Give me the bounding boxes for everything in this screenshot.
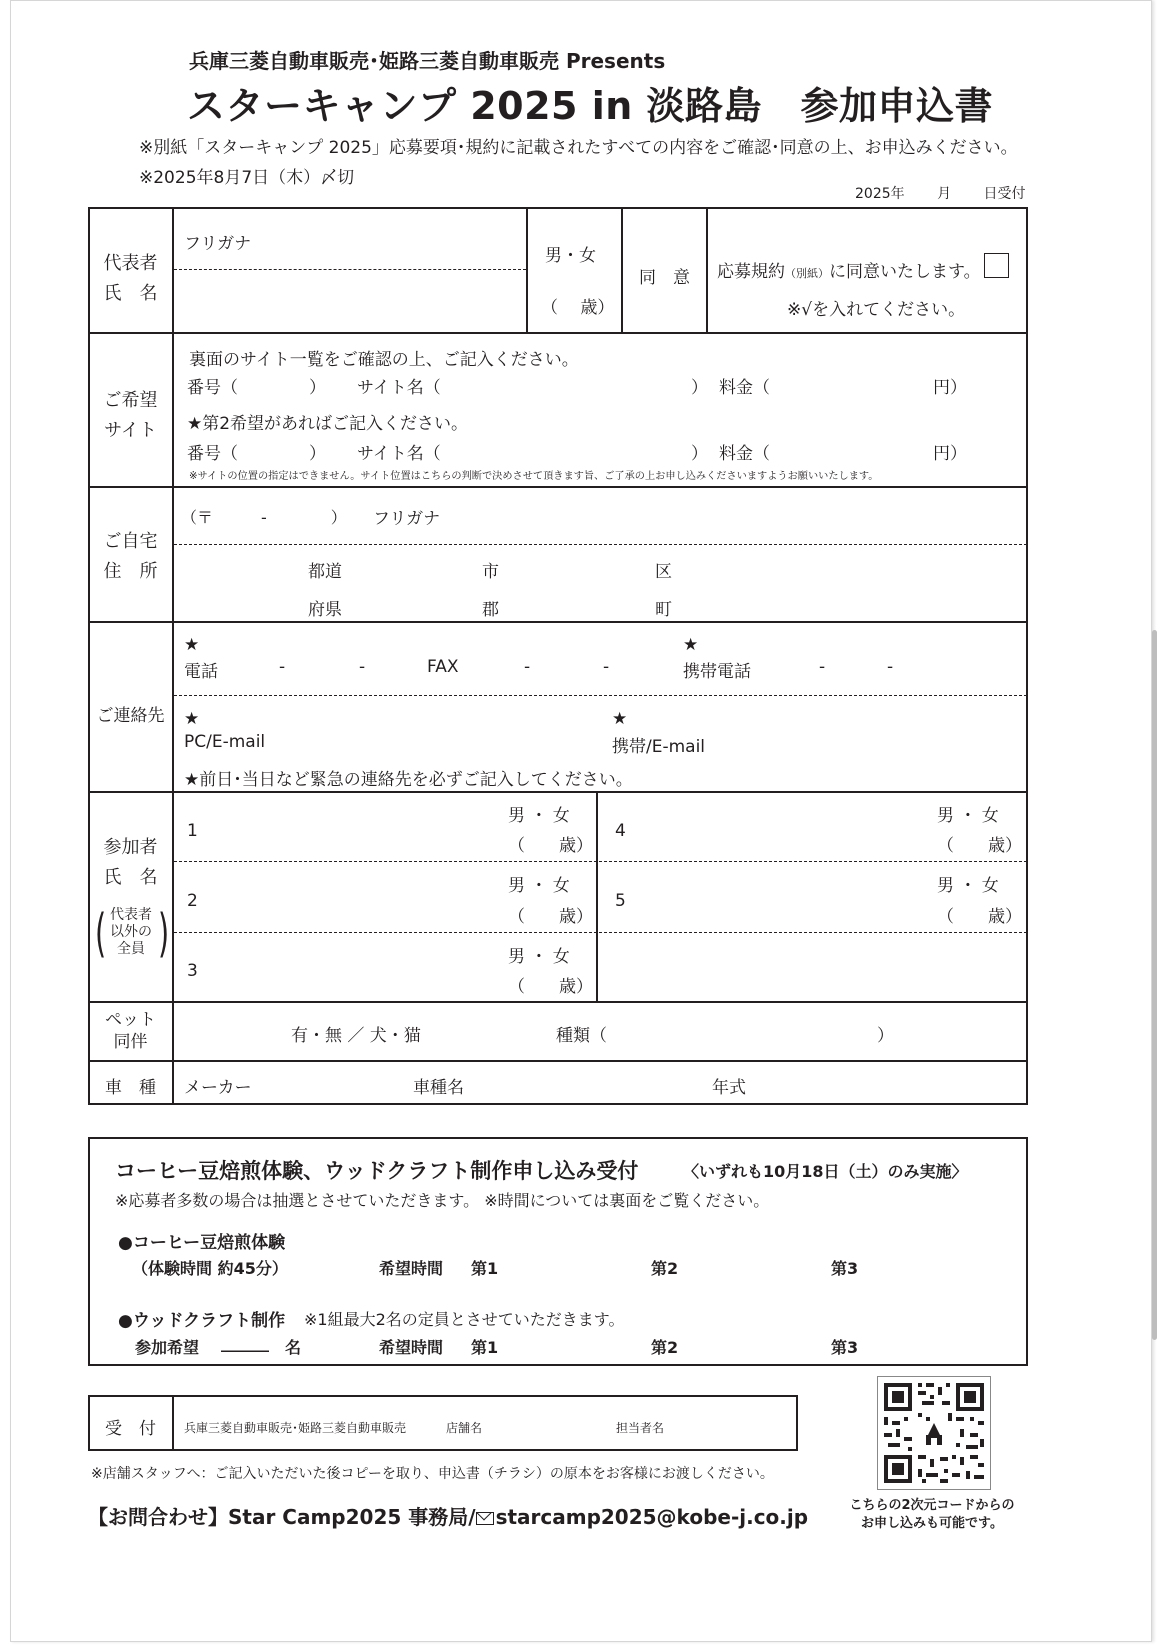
participant-1-age[interactable]: （ 歳） bbox=[508, 836, 593, 856]
experience-title: コーヒー豆焙煎体験、ウッドクラフト制作申し込み受付 bbox=[115, 1159, 639, 1183]
phone-hyphen-1: - bbox=[279, 657, 286, 677]
sublabel-open-paren: ( bbox=[95, 904, 107, 964]
representative-label: 代表者 氏 名 bbox=[103, 253, 158, 304]
address-label: ご自宅 住 所 bbox=[103, 531, 158, 582]
reception-company: 兵庫三菱自動車販売･姫路三菱自動車販売 bbox=[184, 1421, 407, 1435]
application-form-sheet bbox=[10, 0, 1152, 1642]
coffee-choice-3[interactable]: 第3 bbox=[831, 1259, 859, 1278]
participant-3-gender[interactable]: 男 ・ 女 bbox=[508, 947, 570, 967]
car-year-label: 年式 bbox=[712, 1078, 746, 1098]
coffee-choice-1[interactable]: 第1 bbox=[471, 1259, 499, 1278]
emergency-contact-note: ★前日･当日など緊急の連絡先を必ずご記入してください。 bbox=[184, 770, 633, 790]
qr-note: こちらの2次元コードからの お申し込みも可能です。 bbox=[849, 1498, 1015, 1531]
postal-code-field[interactable]: （〒 - ） bbox=[181, 508, 347, 527]
participant-divider-2 bbox=[174, 932, 1027, 933]
fax-hyphen-1: - bbox=[524, 657, 531, 677]
pet-options[interactable]: 有・無 ／ 犬・猫 bbox=[291, 1026, 421, 1046]
site-name-1-close: ） bbox=[691, 378, 708, 398]
woodcraft-wish-count: 参加希望 bbox=[135, 1338, 200, 1357]
experience-date-note: 〈いずれも10月18日（土）のみ実施〉 bbox=[683, 1162, 968, 1181]
woodcraft-choice-1[interactable]: 第1 bbox=[471, 1338, 499, 1357]
address-divider bbox=[174, 544, 1027, 545]
coffee-choice-2[interactable]: 第2 bbox=[651, 1259, 679, 1278]
participant-3-age[interactable]: （ 歳） bbox=[508, 977, 593, 997]
experience-note: ※応募者多数の場合は抽選とさせていただきます。 ※時間については裏面をご覧ください。 bbox=[115, 1191, 770, 1210]
site-fee-1[interactable]: 料金（ bbox=[719, 378, 770, 398]
participant-1-gender[interactable]: 男 ・ 女 bbox=[508, 806, 570, 826]
site-fee-1-yen: 円） bbox=[933, 378, 967, 398]
reception-staff-label: 担当者名 bbox=[616, 1421, 665, 1435]
woodcraft-wish-time: 希望時間 bbox=[379, 1338, 444, 1357]
car-maker-label: メーカー bbox=[184, 1078, 252, 1098]
participant-number-2: 2 bbox=[187, 891, 198, 911]
site-number-1[interactable]: 番号（ bbox=[187, 378, 238, 398]
mobile-email-label: 携帯/E-mail bbox=[612, 737, 706, 757]
fax-label: FAX bbox=[427, 657, 459, 677]
phone-star: ★ bbox=[184, 635, 200, 655]
phone-hyphen-2: - bbox=[359, 657, 366, 677]
form-title: スターキャンプ 2025 in 淡路島 参加申込書 bbox=[187, 84, 994, 128]
sublabel-close-paren: ) bbox=[158, 904, 170, 964]
site-fee-2-yen: 円） bbox=[933, 444, 967, 464]
contact-label: ご連絡先 bbox=[96, 706, 165, 726]
participant-number-1: 1 bbox=[187, 821, 198, 841]
pc-email-star: ★ bbox=[184, 709, 200, 729]
participant-2-gender[interactable]: 男 ・ 女 bbox=[508, 876, 570, 896]
site-label: ご希望 サイト bbox=[103, 390, 158, 441]
presenter-line: 兵庫三菱自動車販売･姫路三菱自動車販売 Presents bbox=[189, 49, 666, 73]
site-name-2-close: ） bbox=[691, 444, 708, 464]
participant-number-5: 5 bbox=[615, 891, 626, 911]
staff-note: ※店舗スタッフへ：ご記入いただいた後コピーを取り、申込書（チラシ）の原本をお客様にお渡しください。 bbox=[91, 1466, 774, 1482]
participants-sublabel: 代表者 以外の 全員 bbox=[110, 907, 152, 957]
checkmark-instruction: ※√を入れてください。 bbox=[787, 300, 966, 320]
inquiry-text: 【お問合わせ】Star Camp2025 事務局/ starcamp2025@kobe-j.co.jp bbox=[88, 1505, 809, 1529]
participant-number-4: 4 bbox=[615, 821, 626, 841]
consent-checkbox[interactable] bbox=[984, 253, 1009, 278]
second-choice-note: ★第2希望があればご記入ください。 bbox=[187, 414, 469, 434]
qr-code[interactable] bbox=[877, 1376, 991, 1490]
participant-4-age[interactable]: （ 歳） bbox=[937, 836, 1022, 856]
ward-label-bottom: 町 bbox=[655, 600, 672, 620]
mobile-hyphen-1: - bbox=[819, 657, 826, 677]
coffee-duration: （体験時間 約45分） bbox=[132, 1259, 288, 1278]
mobile-email-star: ★ bbox=[612, 709, 628, 729]
site-intro: 裏面のサイト一覧をご確認の上、ご記入ください。 bbox=[189, 350, 579, 370]
car-model-label: 車種名 bbox=[413, 1078, 464, 1098]
participant-4-gender[interactable]: 男 ・ 女 bbox=[937, 806, 999, 826]
prefecture-label-bottom: 府県 bbox=[308, 600, 342, 620]
participant-2-age[interactable]: （ 歳） bbox=[508, 907, 593, 927]
reception-store-label: 店舗名 bbox=[446, 1421, 483, 1435]
furigana-divider bbox=[174, 269, 526, 270]
consent-text: 応募規約（別紙）に同意いたします。 bbox=[717, 262, 981, 282]
receipt-date: 2025年 月 日受付 bbox=[855, 186, 1026, 202]
woodcraft-title: ●ウッドクラフト制作 bbox=[118, 1311, 286, 1331]
woodcraft-note: ※1組最大2名の定員とさせていただきます。 bbox=[304, 1310, 625, 1329]
phone-label: 電話 bbox=[184, 662, 218, 682]
car-label: 車 種 bbox=[105, 1078, 156, 1098]
representative-gender[interactable]: 男・女 bbox=[545, 246, 596, 266]
pet-kind-close: ） bbox=[877, 1026, 894, 1046]
pet-kind-label[interactable]: 種類（ bbox=[556, 1026, 607, 1046]
prefecture-label-top: 都道 bbox=[308, 562, 342, 582]
address-furigana-label: フリガナ bbox=[373, 509, 441, 529]
site-number-1-close: ） bbox=[309, 378, 326, 398]
coffee-title: ●コーヒー豆焙煎体験 bbox=[118, 1233, 286, 1253]
participant-divider-1 bbox=[174, 861, 1027, 862]
site-fee-2[interactable]: 料金（ bbox=[719, 444, 770, 464]
city-label-top: 市 bbox=[482, 562, 499, 582]
site-name-2[interactable]: サイト名（ bbox=[357, 444, 441, 464]
coffee-wish-time: 希望時間 bbox=[379, 1259, 444, 1278]
deadline-note: ※2025年8月7日（木）〆切 bbox=[139, 168, 355, 188]
reception-label: 受 付 bbox=[105, 1419, 156, 1439]
consent-label: 同 意 bbox=[639, 268, 690, 288]
vertical-scrollbar[interactable] bbox=[1152, 630, 1157, 1340]
representative-age[interactable]: （ 歳） bbox=[541, 298, 615, 318]
pc-email-label: PC/E-mail bbox=[184, 732, 266, 752]
pet-label: ペット 同伴 bbox=[105, 1010, 156, 1052]
woodcraft-count-unit: 名 bbox=[285, 1338, 302, 1357]
woodcraft-count-blank[interactable]: ______ bbox=[221, 1333, 269, 1352]
participant-5-gender[interactable]: 男 ・ 女 bbox=[937, 876, 999, 896]
woodcraft-choice-3[interactable]: 第3 bbox=[831, 1338, 859, 1357]
representative-furigana-label: フリガナ bbox=[184, 234, 252, 254]
contact-divider bbox=[174, 695, 1027, 696]
inquiry-email[interactable]: starcamp2025@kobe-j.co.jp bbox=[495, 1505, 809, 1529]
mobile-star: ★ bbox=[683, 635, 699, 655]
fax-hyphen-2: - bbox=[603, 657, 610, 677]
mobile-phone-label: 携帯電話 bbox=[683, 662, 751, 682]
consent-note: ※別紙「スターキャンプ 2025」応募要項･規約に記載されたすべての内容をご確認･同意の上、お申込みください。 bbox=[139, 138, 1018, 158]
city-label-bottom: 郡 bbox=[482, 600, 499, 620]
site-name-1[interactable]: サイト名（ bbox=[357, 378, 441, 398]
participant-number-3: 3 bbox=[187, 961, 198, 981]
site-number-2[interactable]: 番号（ bbox=[187, 444, 238, 464]
woodcraft-choice-2[interactable]: 第2 bbox=[651, 1338, 679, 1357]
main-form-table bbox=[88, 207, 1028, 1105]
mobile-hyphen-2: - bbox=[887, 657, 894, 677]
participant-5-age[interactable]: （ 歳） bbox=[937, 907, 1022, 927]
participants-label: 参加者 氏 名 bbox=[103, 837, 158, 888]
site-number-2-close: ） bbox=[309, 444, 326, 464]
site-footnote: ※サイトの位置の指定はできません。サイト位置はこちらの判断で決めさせて頂きます旨、ご了承の上お申し込みくださいますようお願いいたします。 bbox=[189, 471, 879, 482]
mail-icon bbox=[476, 1512, 494, 1525]
ward-label-top: 区 bbox=[655, 562, 672, 582]
